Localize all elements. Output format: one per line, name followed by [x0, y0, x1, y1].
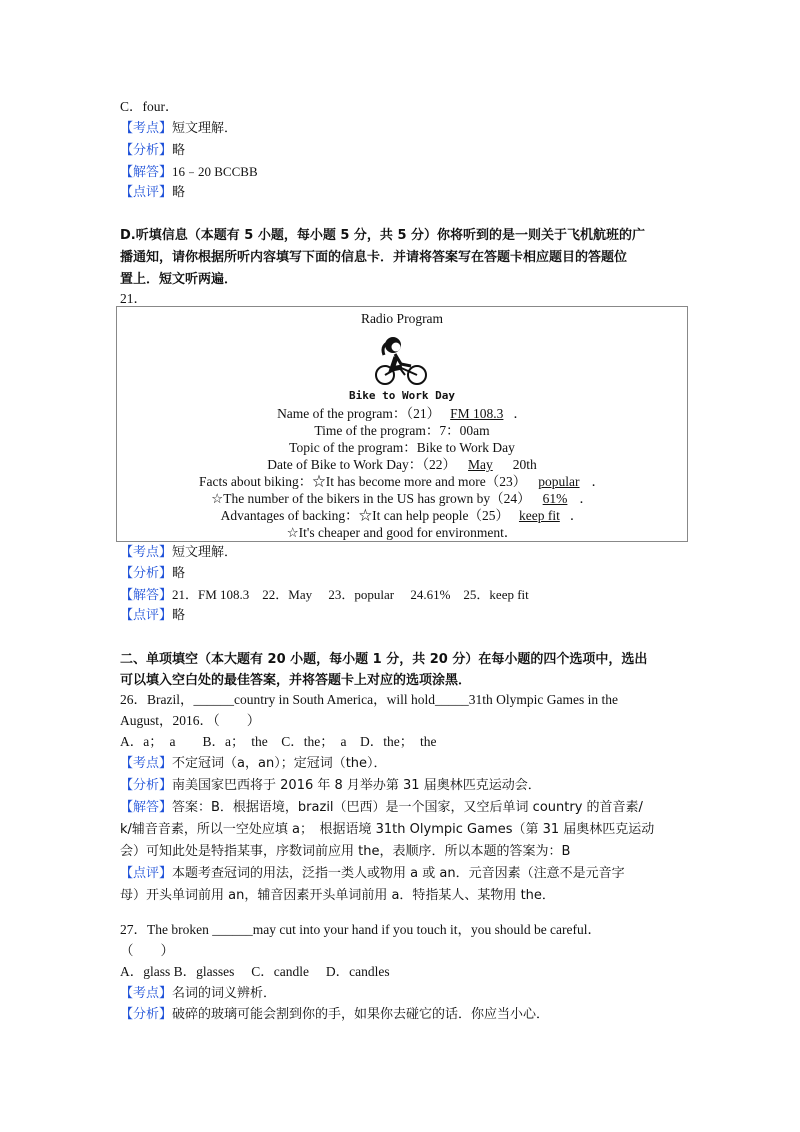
- date-label: Date of Bike to Work Day：（22）: [267, 457, 456, 472]
- q26-jieda-row: [120, 798, 643, 818]
- jieda-row-21: [120, 585, 529, 606]
- kaodian-row: [120, 119, 237, 139]
- program-name-row: Name of the program：（21） FM 108.3 ．: [277, 406, 527, 421]
- bikers-number-row: ☆The number of the bikers in the US has grown by（24） 61% ．: [211, 491, 593, 506]
- program-name-answer: FM 108.3: [450, 406, 504, 421]
- fenxi-text: 略: [172, 143, 186, 158]
- card-title: Radio Program: [360, 311, 444, 326]
- cheaper-row: ☆It's cheaper and good for environment．: [286, 525, 518, 540]
- dianping-text: 略: [172, 608, 186, 623]
- kaodian-tag: 【考点】: [120, 545, 173, 560]
- section-2-line1: 二、单项填空（本大题有 20 小题，每小题 1 分，共 20 分）在每小题的四个选项中，选出: [120, 652, 648, 667]
- jieda-text-1: 答案：B．根据语境，brazil（巴西）是一个国家，又空后单词 country 的首音素/: [172, 800, 643, 815]
- facts-label: Facts about biking：☆It has become more and more（23）: [198, 474, 527, 489]
- q26-line2: August，2016．（ ）: [120, 713, 261, 728]
- facts-row: Facts about biking：☆It has become more and more（23） popular ．: [198, 474, 606, 489]
- fenxi-text: 略: [172, 566, 186, 581]
- section-2-line2: 可以填入空白处的最佳答案，并将答题卡上对应的选项涂黑．: [120, 673, 472, 688]
- kaodian-text: 短文理解．: [172, 545, 238, 560]
- girl-riding-bicycle-icon: [369, 333, 439, 389]
- jieda-tag: 【解答】: [120, 165, 173, 180]
- section-d-line2: 播通知，请你根据所听内容填写下面的信息卡．并请将答案写在答题卡相应题目的答题位: [120, 250, 628, 265]
- q26-dianping-line2: 母）开头单词前用 an，辅音因素开头单词前用 a．特指某人、某物用 the．: [120, 888, 555, 903]
- q26-fenxi-row: [120, 776, 541, 796]
- fenxi-text: 破碎的玻璃可能会割到你的手，如果你去碰它的话．你应当小心．: [172, 1007, 550, 1022]
- q26-line1: 26．Brazil，______country in South America，will hold_____31th Olympic Games in the: [120, 692, 618, 707]
- jieda-row: [120, 162, 258, 183]
- fenxi-tag: 【分析】: [120, 778, 173, 793]
- kaodian-row-21: [120, 543, 237, 563]
- fenxi-row-21: [120, 564, 185, 584]
- dianping-text: 略: [172, 185, 186, 200]
- fenxi-tag: 【分析】: [120, 566, 173, 581]
- program-topic: Topic of the program：Bike to Work Day: [289, 440, 515, 455]
- date-answer: May: [468, 457, 493, 472]
- program-time: Time of the program：7：00am: [314, 423, 490, 438]
- bike-to-work-logo-text: Bike to Work Day: [349, 389, 455, 402]
- fenxi-tag: 【分析】: [120, 143, 173, 158]
- advantages-row: Advantages of backing：☆It can help people（25） keep fit ．: [220, 508, 584, 523]
- q26-kaodian-row: [120, 754, 387, 774]
- program-name-label: Name of the program：（21）: [277, 406, 441, 421]
- section-d-line1: D.听填信息（本题有 5 小题，每小题 5 分，共 5 分）你将听到的是一则关于飞机航班的广: [120, 228, 646, 243]
- dianping-tag: 【点评】: [120, 608, 173, 623]
- section-d-line3: 置上．短文听两遍．: [120, 272, 238, 287]
- bikers-number-answer: 61%: [542, 491, 568, 506]
- jieda-tag: 【解答】: [120, 800, 173, 815]
- dianping-tag: 【点评】: [120, 866, 173, 881]
- q27-line2: （ ）: [120, 943, 174, 958]
- dianping-row-21: [120, 606, 185, 626]
- radio-program-card: [116, 306, 688, 542]
- date-row: [117, 456, 687, 473]
- kaodian-text: 短文理解．: [172, 121, 238, 136]
- jieda-text: 21．FM 108.3 22．May 23．popular 24.61% 25．keep fit: [172, 587, 529, 602]
- q27-options: A．glass B．glasses C．candle D．candles: [120, 964, 390, 979]
- q26-jieda-line3: 会）可知此处是特指某事，序数词前应用 the，表顺序．所以本题的答案为：B: [120, 844, 571, 859]
- bikers-number-label: ☆The number of the bikers in the US has grown by（24）: [211, 491, 531, 506]
- question-21-number: 21．: [120, 291, 147, 306]
- advantages-answer: keep fit: [518, 508, 560, 523]
- kaodian-tag: 【考点】: [120, 756, 173, 771]
- q26-dianping-row: [120, 864, 625, 884]
- dianping-text-1: 本题考查冠词的用法，泛指一类人或物用 a 或 an．元音因素（注意不是元音字: [172, 866, 625, 881]
- fenxi-tag: 【分析】: [120, 1007, 173, 1022]
- q26-options: A．a； a B．a； the C．the； a D．the； the: [120, 734, 437, 749]
- jieda-text: 16﹣20 BCCBB: [172, 164, 258, 179]
- q27-line1: 27．The broken ______may cut into your hand if you touch it，you should be careful．: [120, 922, 602, 937]
- facts-answer: popular: [538, 474, 580, 489]
- dianping-row: [120, 183, 185, 203]
- jieda-tag: 【解答】: [120, 588, 173, 603]
- fenxi-text: 南美国家巴西将于 2016 年 8 月举办第 31 届奥林匹克运动会．: [172, 778, 541, 793]
- kaodian-text: 不定冠词（a，an）；定冠词（the）．: [172, 756, 387, 771]
- kaodian-tag: 【考点】: [120, 986, 173, 1001]
- advantages-label: Advantages of backing：☆It can help people（25）: [220, 508, 509, 523]
- kaodian-tag: 【考点】: [120, 121, 173, 136]
- q26-jieda-line2: k/辅音音素，所以一空处应填 a； 根据语境 31th Olympic Games（第 31 届奥林匹克运动: [120, 822, 655, 837]
- q27-kaodian-row: [120, 984, 276, 1004]
- q27-fenxi-row: [120, 1005, 549, 1025]
- fenxi-row: [120, 141, 185, 161]
- dianping-tag: 【点评】: [120, 185, 173, 200]
- kaodian-text: 名词的词义辨析．: [172, 986, 277, 1001]
- date-after: 20th: [512, 457, 537, 472]
- option-c: C．four．: [120, 99, 179, 114]
